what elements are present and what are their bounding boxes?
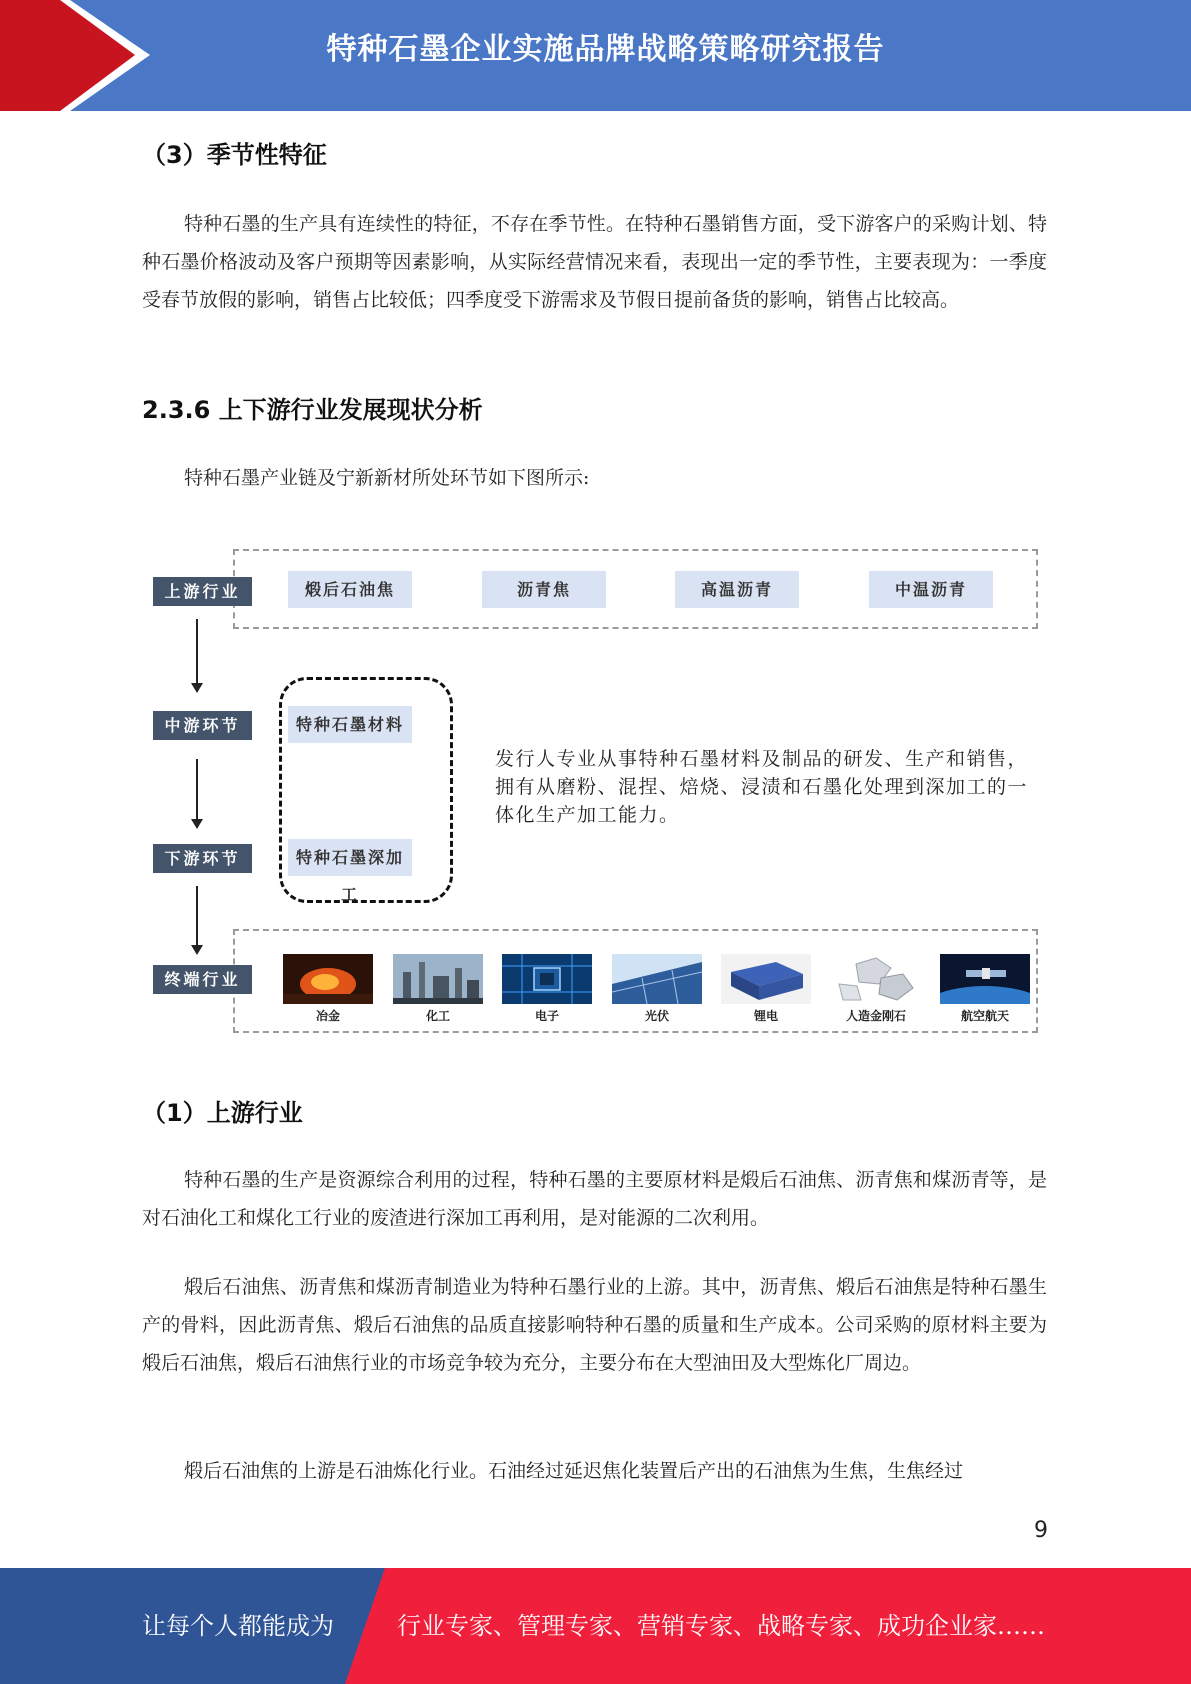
paragraph-seasonal: 特种石墨的生产具有连续性的特征，不存在季节性。在特种石墨销售方面，受下游客户的采购计划、特种石墨价格波动及客户预期等因素影响，从实际经营情况来看，表现出一定的季节性，主要表现为：一季度受春节放假的影响，销售占比较低；四季度受下游需求及节假日提前备货的影响，销售占比较高。: [142, 213, 1047, 311]
terminal-label: 电子: [534, 1009, 559, 1023]
page-header: [0, 0, 1191, 111]
solar-panel-image: [612, 954, 702, 1004]
industry-chain-diagram: [150, 545, 1040, 1035]
metallurgy-image: [283, 954, 373, 1004]
arrow-down-icon: [196, 886, 198, 953]
chip-image: [502, 954, 592, 1004]
stage-terminal: 终端行业: [153, 965, 252, 994]
report-title: 特种石墨企业实施品牌战略策略研究报告: [326, 32, 885, 67]
paragraph-upstream-2: 煅后石油焦、沥青焦和煤沥青制造业为特种石墨行业的上游。其中，沥青焦、煅后石油焦是特种石墨生产的骨料，因此沥青焦、煅后石油焦的品质直接影响特种石墨的质量和生产成本。公司采购的原材料主要为煅后石油焦，煅后石油焦行业的市场竞争较为充分，主要分布在大型油田及大型炼化厂周边。: [142, 1276, 1047, 1374]
upstream-item: 沥青焦: [482, 571, 606, 608]
terminal-label: 锂电: [753, 1009, 778, 1023]
arrow-down-icon: [196, 619, 198, 691]
section-heading-chain: 2.3.6 上下游行业发展现状分析: [142, 396, 483, 424]
page-footer: [0, 1568, 1191, 1684]
paragraph-upstream-3: 煅后石油焦的上游是石油炼化行业。石油经过延迟焦化装置后产出的石油焦为生焦，生焦经过: [184, 1460, 964, 1482]
terminal-label: 冶金: [315, 1009, 340, 1023]
midstream-item: 特种石墨材料: [288, 706, 412, 743]
section-heading-seasonal: （3）季节性特征: [142, 141, 327, 169]
upstream-item: 高温沥青: [675, 571, 799, 608]
paragraph-upstream-1: 特种石墨的生产是资源综合利用的过程，特种石墨的主要原材料是煅后石油焦、沥青焦和煤沥青等，是对石油化工和煤化工行业的废渣进行深加工再利用，是对能源的二次利用。: [142, 1169, 1047, 1229]
upstream-item: 煅后石油焦: [288, 571, 412, 608]
footer-slogan-right: 行业专家、管理专家、营销专家、战略专家、成功企业家……: [397, 1612, 1045, 1640]
downstream-item: 特种石墨深加工: [288, 839, 412, 876]
footer-slogan-left: 让每个人都能成为: [142, 1612, 334, 1640]
diamond-image: [831, 954, 921, 1004]
upstream-item: 中温沥青: [869, 571, 993, 608]
battery-pack-image: [721, 954, 811, 1004]
stage-downstream: 下游环节: [153, 844, 252, 873]
issuer-description: 发行人专业从事特种石墨材料及制品的研发、生产和销售，拥有从磨粉、混捏、焙烧、浸渍和石墨化处理到深加工的一体化生产加工能力。: [495, 748, 1029, 826]
page-number: 9: [1034, 1518, 1048, 1543]
terminal-label: 光伏: [644, 1009, 669, 1023]
paragraph-chain-intro: 特种石墨产业链及宁新新材所处环节如下图所示:: [184, 467, 590, 489]
arrow-down-icon: [196, 759, 198, 827]
stage-upstream: 上游行业: [153, 577, 252, 606]
section-heading-upstream: （1）上游行业: [142, 1099, 303, 1127]
terminal-label: 航空航天: [960, 1009, 1009, 1023]
chemical-plant-image: [393, 954, 483, 1004]
satellite-image: [940, 954, 1030, 1004]
terminal-label: 人造金刚石: [845, 1009, 906, 1023]
stage-midstream: 中游环节: [153, 711, 252, 740]
terminal-label: 化工: [425, 1009, 450, 1023]
